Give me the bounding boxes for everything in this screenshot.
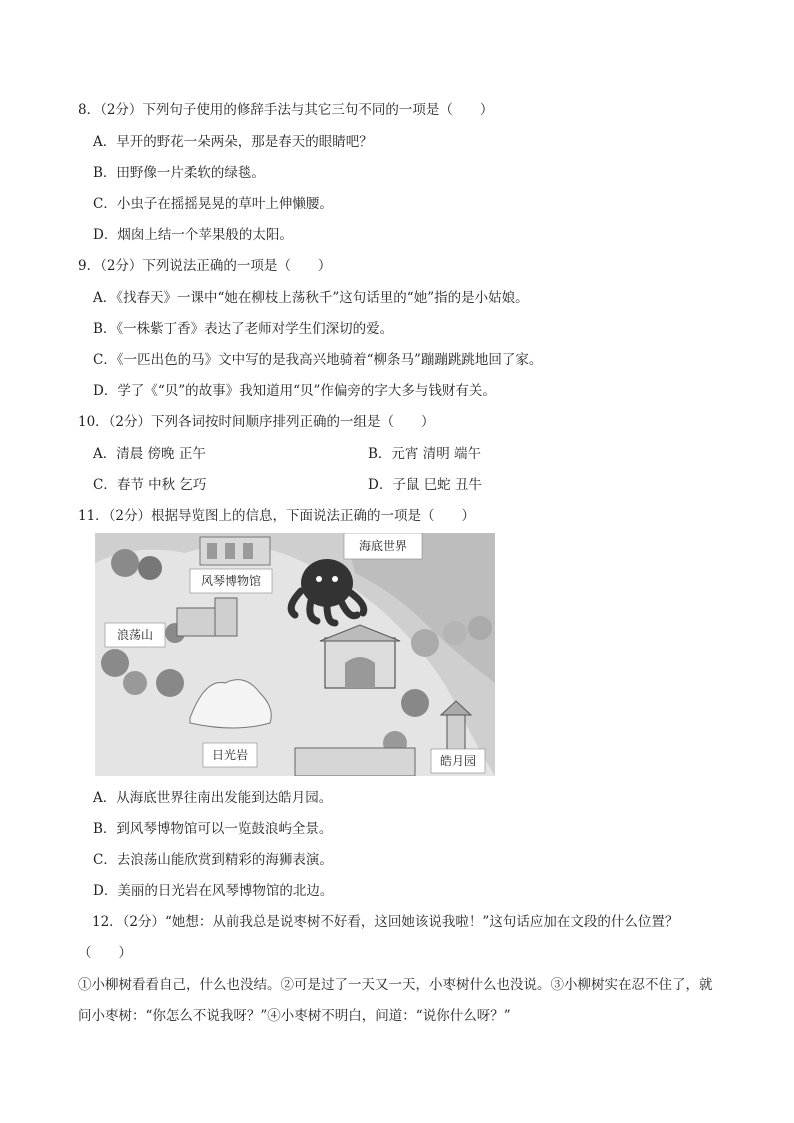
q11-option-a: A．从海底世界往南出发能到达皓月园。 [93, 790, 333, 806]
q10-option-d: D．子鼠 巳蛇 丑牛 [368, 477, 482, 493]
q10-stem: 10．（2分）下列各词按时间顺序排列正确的一组是（ ） [78, 414, 435, 430]
q9-option-a: A．《找春天》一课中“她在柳枝上荡秋千”这句话里的“她”指的是小姑娘。 [93, 290, 529, 306]
q10-option-b: B．元宵 清明 端午 [368, 446, 482, 462]
map-label-museum [190, 569, 272, 593]
q8-option-b: B．田野像一片柔软的绿毯。 [93, 165, 265, 181]
q11-option-d: D．美丽的日光岩在风琴博物馆的北边。 [93, 883, 334, 899]
q12-passage: ①小柳树看看自己，什么也没结。②可是过了一天又一天，小枣树什么也没说。③小柳树实在忍不住了，就问小枣树：“你怎么不说我呀？”④小枣树不明白，问道：“说你什么呀？” [78, 977, 713, 1024]
map-label-rock [203, 743, 257, 767]
svg-text:海底世界: 海底世界 [358, 539, 408, 553]
svg-text:风琴博物馆: 风琴博物馆 [200, 574, 262, 588]
svg-text:日光岩: 日光岩 [211, 748, 249, 762]
q10-option-c: C．春节 中秋 乞巧 [93, 477, 207, 493]
q8-stem: 8．（2分）下列句子使用的修辞手法与其它三句不同的一项是（ ） [78, 102, 494, 118]
q9-option-b: B．《一株紫丁香》表达了老师对学生们深切的爱。 [93, 321, 394, 337]
q8-option-a: A．早开的野花一朵两朵，那是春天的眼睛吧？ [93, 134, 373, 150]
map-label-mountain [105, 623, 165, 647]
q8-option-d: D．烟囱上结一个苹果般的太阳。 [93, 227, 293, 243]
map-label-sea [344, 533, 422, 559]
q10-option-a: A．清晨 傍晚 正午 [93, 446, 206, 462]
guide-map-image [95, 533, 495, 776]
svg-text:皓月园: 皓月园 [439, 754, 477, 768]
q11-option-c: C．去浪荡山能欣赏到精彩的海狮表演。 [93, 852, 333, 868]
q9-option-c: C．《一匹出色的马》文中写的是我高兴地骑着“柳条马”蹦蹦跳跳地回了家。 [93, 352, 543, 368]
q12-stem: 12．（2分）“她想：从前我总是说枣树不好看，这回她该说我啦！”这句话应加在文段的什么位置？ [92, 914, 679, 930]
q11-stem: 11．（2分）根据导览图上的信息，下面说法正确的一项是（ ） [78, 508, 476, 524]
q8-option-c: C．小虫子在摇摇晃晃的草叶上伸懒腰。 [93, 196, 333, 212]
map-label-garden [431, 749, 485, 773]
q9-stem: 9．（2分）下列说法正确的一项是（ ） [78, 258, 332, 274]
q11-option-b: B．到风琴博物馆可以一览鼓浪屿全景。 [93, 821, 333, 837]
q12-answer-blank: （ ） [78, 945, 132, 961]
svg-text:浪荡山: 浪荡山 [116, 628, 154, 642]
q9-option-d: D．学了《“贝”的故事》我知道用“贝”作偏旁的字大多与钱财有关。 [93, 383, 496, 399]
